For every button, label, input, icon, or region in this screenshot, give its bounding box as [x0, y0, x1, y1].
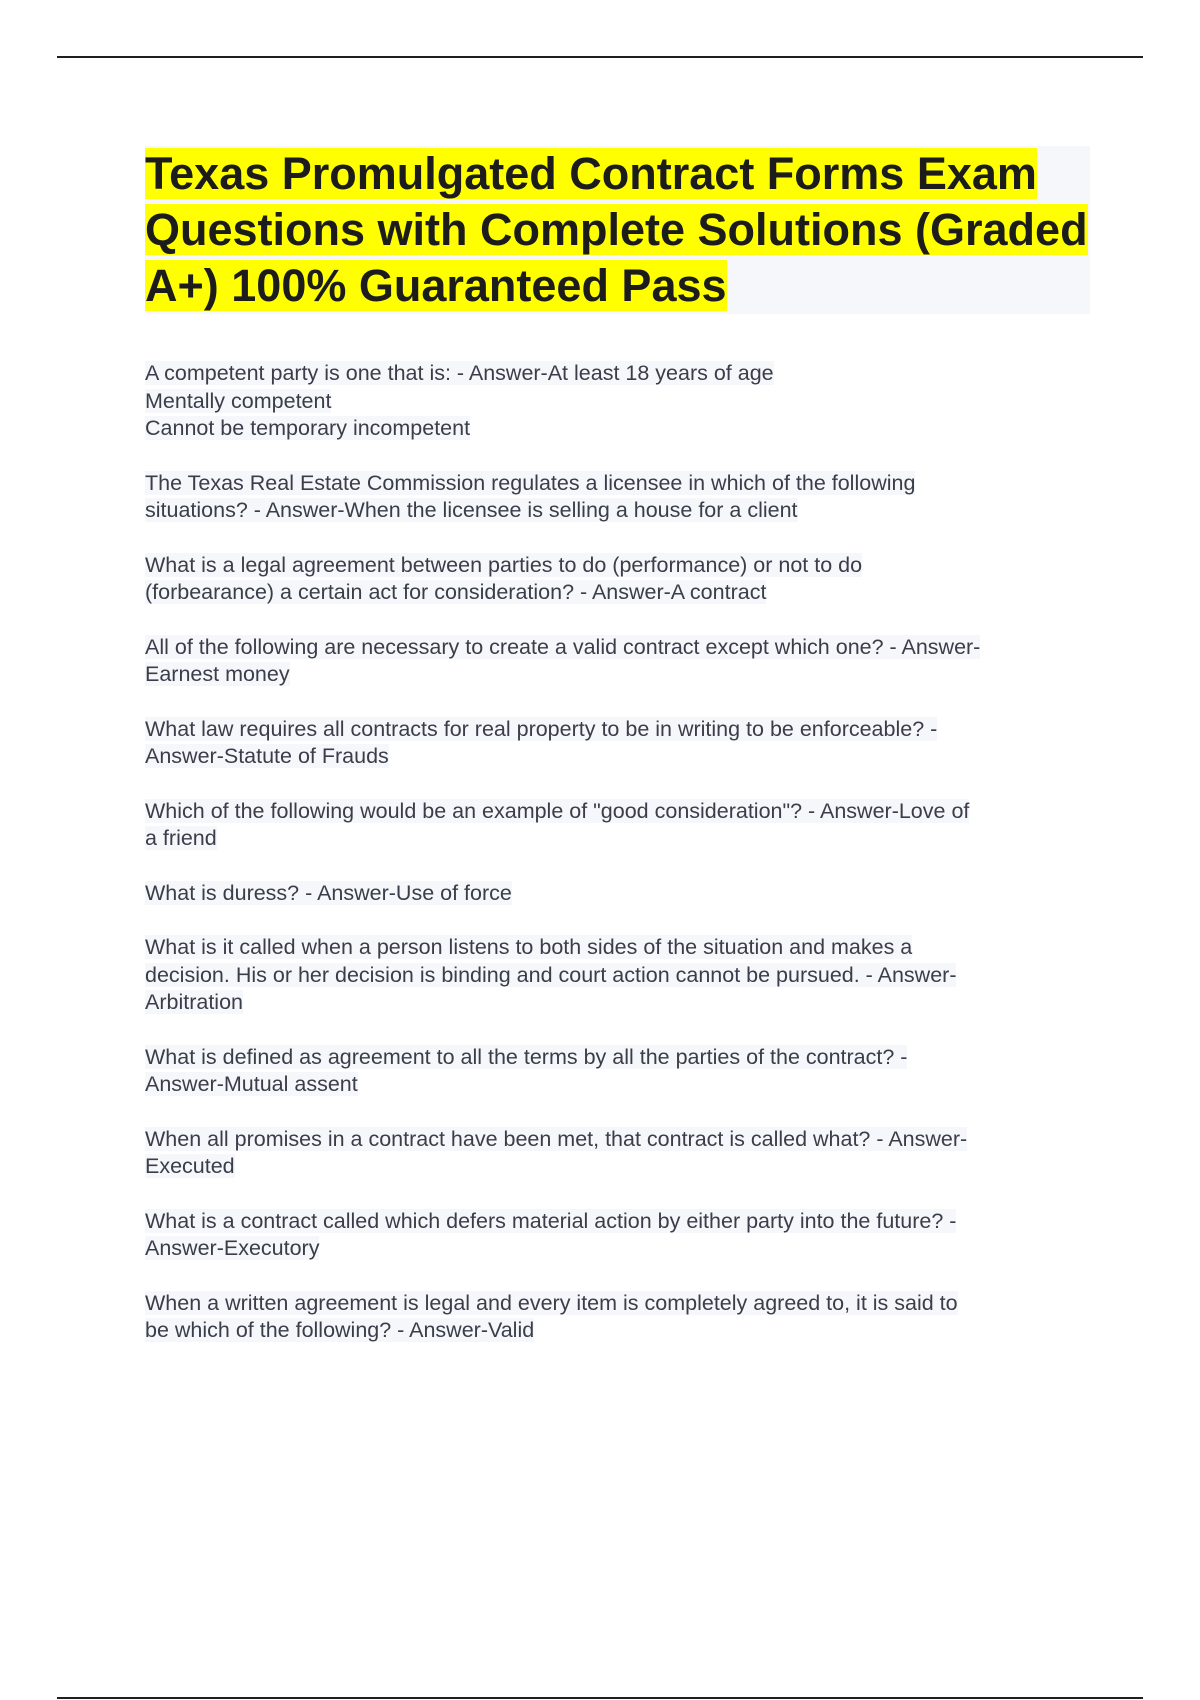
qa-line	[145, 1044, 1090, 1072]
qa-line	[145, 415, 1090, 443]
qa-line	[145, 989, 1090, 1017]
qa-line-text: What is a legal agreement between parties to do (performance) or not to do	[145, 552, 863, 577]
qa-line-text: When a written agreement is legal and every item is completely agreed to, it is said to	[145, 1290, 958, 1315]
qa-item	[145, 1208, 1090, 1263]
qa-line	[145, 1290, 1090, 1318]
qa-line-text: All of the following are necessary to create a valid contract except which one? - Answer-	[145, 634, 981, 659]
qa-line-text: The Texas Real Estate Commission regulates a licensee in which of the following	[145, 470, 916, 495]
qa-line-text: a friend	[145, 826, 217, 850]
qa-line	[145, 470, 1090, 498]
qa-line-text: Which of the following would be an example of "good consideration"? - Answer-Love of	[145, 798, 970, 823]
qa-line	[145, 798, 1090, 826]
qa-line-text: be which of the following? - Answer-Valid	[145, 1318, 535, 1342]
qa-line	[145, 880, 1090, 908]
qa-line-text: situations? - Answer-When the licensee is selling a house for a client	[145, 498, 798, 522]
qa-line	[145, 825, 1090, 853]
qa-item	[145, 1044, 1090, 1099]
qa-list	[145, 360, 1090, 1345]
qa-line	[145, 360, 1090, 388]
qa-line-text: Cannot be temporary incompetent	[145, 416, 471, 440]
qa-line	[145, 716, 1090, 744]
qa-line	[145, 1317, 1090, 1345]
qa-line-text: Earnest money	[145, 662, 290, 686]
qa-item	[145, 470, 1090, 525]
qa-line-text: What is defined as agreement to all the terms by all the parties of the contract? -	[145, 1044, 908, 1069]
qa-line-text: When all promises in a contract have been met, that contract is called what? - Answer-	[145, 1126, 968, 1151]
title-block	[145, 146, 1090, 314]
qa-line-text: A competent party is one that is: - Answer-At least 18 years of age	[145, 361, 774, 385]
document-body	[145, 146, 1090, 1372]
qa-line-text: What law requires all contracts for real property to be in writing to be enforceable? -	[145, 716, 938, 741]
qa-line-text: Mentally competent	[145, 388, 332, 413]
qa-line-text: Answer-Mutual assent	[145, 1072, 358, 1096]
qa-item	[145, 934, 1090, 1017]
top-rule	[57, 56, 1143, 58]
qa-item	[145, 1290, 1090, 1345]
qa-line	[145, 497, 1090, 525]
qa-line-text: What is a contract called which defers material action by either party into the future? -	[145, 1208, 957, 1233]
qa-item	[145, 798, 1090, 853]
qa-line	[145, 552, 1090, 580]
document-title	[145, 146, 1090, 314]
title-highlight: Texas Promulgated Contract Forms Exam Questions with Complete Solutions (Graded A+) 100% Guaranteed Pass	[145, 148, 1088, 311]
qa-line-text: Arbitration	[145, 990, 243, 1014]
qa-line	[145, 934, 1090, 962]
qa-item	[145, 360, 1090, 443]
qa-line	[145, 579, 1090, 607]
qa-line	[145, 1153, 1090, 1181]
qa-line-text: Executed	[145, 1154, 235, 1178]
qa-line	[145, 1235, 1090, 1263]
qa-item	[145, 552, 1090, 607]
qa-line-text: Answer-Executory	[145, 1236, 320, 1260]
bottom-rule	[57, 1697, 1143, 1699]
qa-line-text: What is it called when a person listens to both sides of the situation and makes a	[145, 935, 913, 959]
qa-item	[145, 716, 1090, 771]
qa-line-text: What is duress? - Answer-Use of force	[145, 880, 512, 905]
qa-line	[145, 388, 1090, 416]
qa-line-text: Answer-Statute of Frauds	[145, 744, 389, 768]
qa-line-text: (forbearance) a certain act for consideration? - Answer-A contract	[145, 580, 767, 604]
qa-line-text: decision. His or her decision is binding and court action cannot be pursued. - Answer-	[145, 962, 957, 987]
qa-line	[145, 1071, 1090, 1099]
qa-line	[145, 1126, 1090, 1154]
qa-line	[145, 743, 1090, 771]
qa-item	[145, 1126, 1090, 1181]
qa-line	[145, 962, 1090, 990]
qa-item	[145, 634, 1090, 689]
qa-line	[145, 1208, 1090, 1236]
qa-line	[145, 661, 1090, 689]
qa-item	[145, 880, 1090, 908]
qa-line	[145, 634, 1090, 662]
